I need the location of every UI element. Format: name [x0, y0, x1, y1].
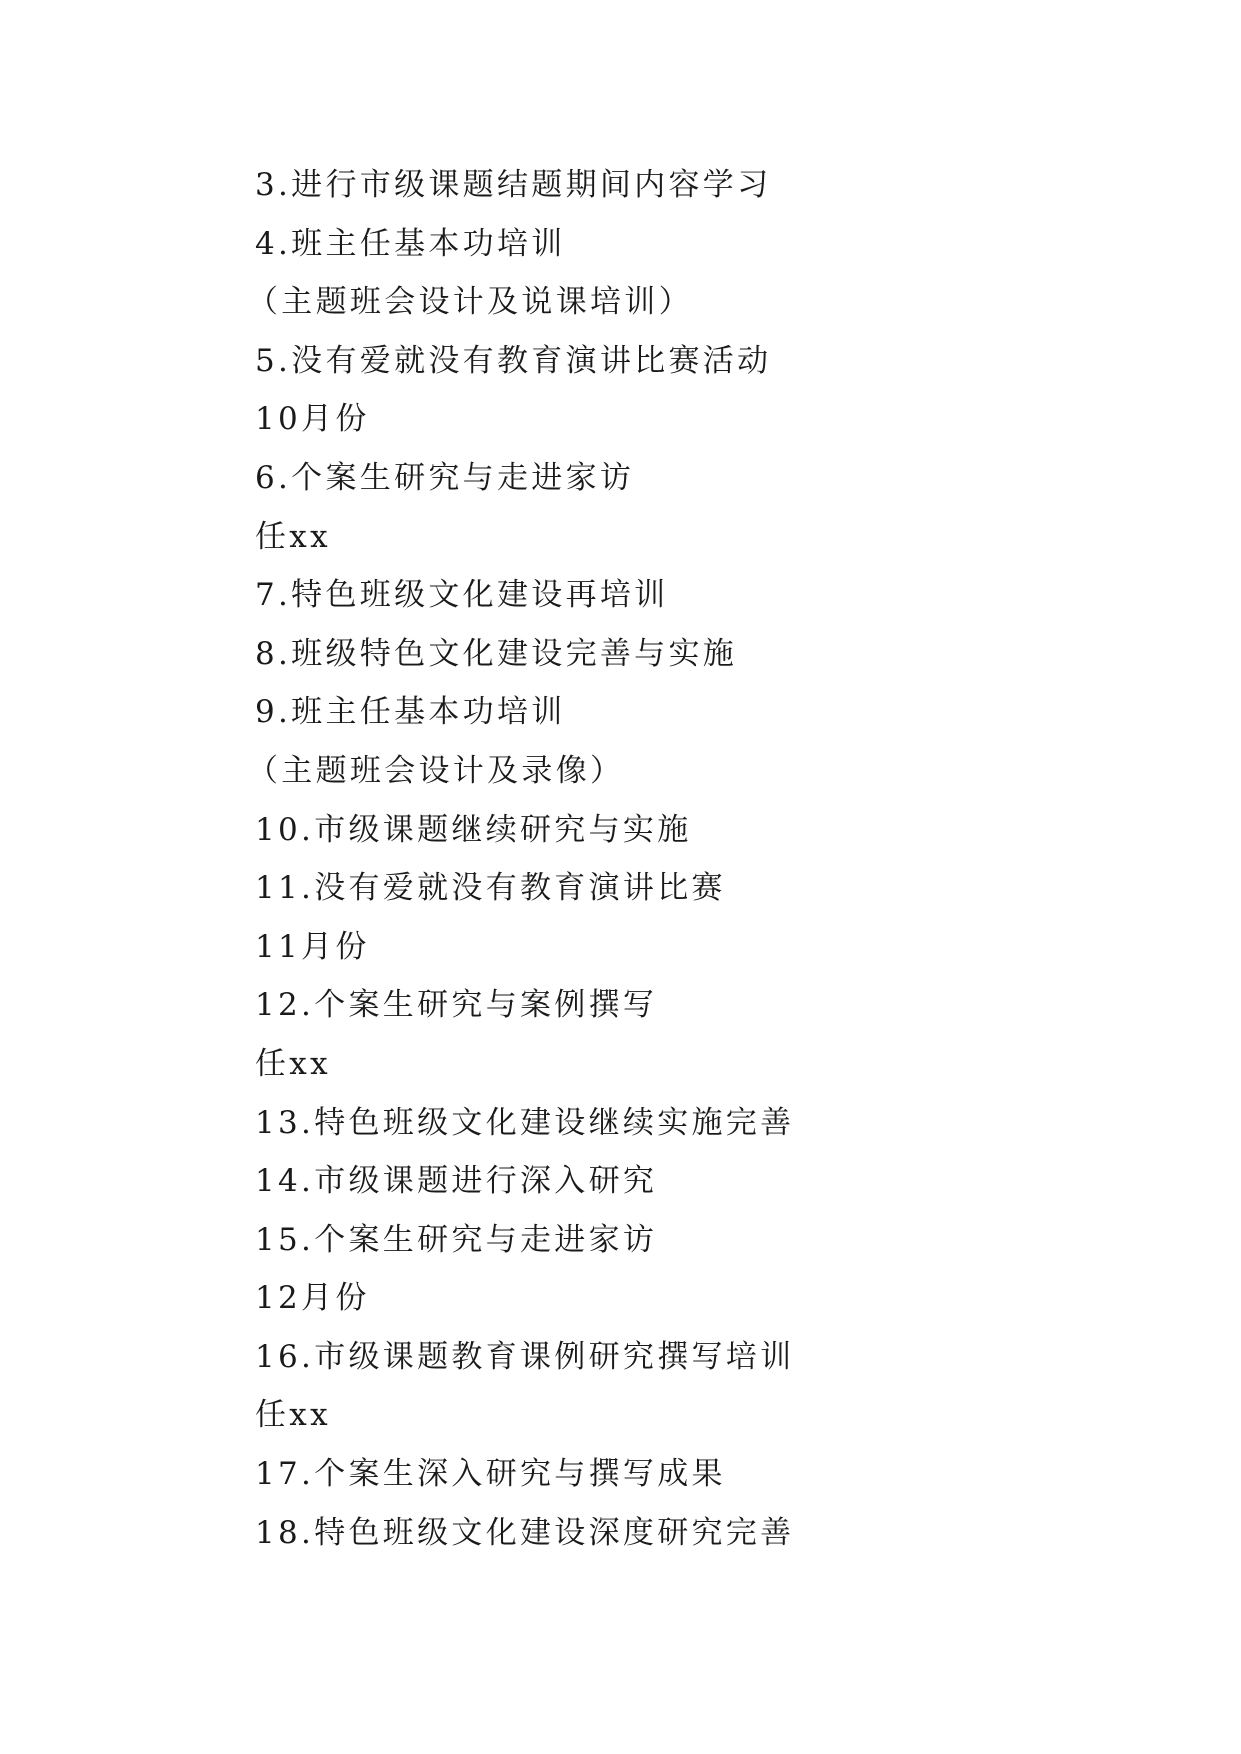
text-line: 4.班主任基本功培训: [255, 225, 566, 262]
text-line: 7.特色班级文化建设再培训: [255, 577, 669, 614]
month-heading: 12月份: [255, 1280, 370, 1317]
text-line: 18.特色班级文化建设深度研究完善: [255, 1514, 795, 1551]
text-line: 15.个案生研究与走进家访: [255, 1221, 658, 1258]
text-line: 8.班级特色文化建设完善与实施: [255, 635, 738, 672]
text-line: 10.市级课题继续研究与实施: [255, 811, 692, 848]
month-heading: 11月份: [255, 928, 370, 965]
text-line: 任xx: [255, 518, 331, 555]
text-line: （主题班会设计及说课培训）: [247, 284, 693, 321]
text-line: （主题班会设计及录像）: [247, 752, 625, 789]
text-line: 14.市级课题进行深入研究: [255, 1163, 658, 1200]
month-heading: 10月份: [255, 401, 370, 438]
document-body: [247, 156, 1155, 1562]
text-line: 9.班主任基本功培训: [255, 694, 566, 731]
text-line: 11.没有爱就没有教育演讲比赛: [255, 870, 726, 907]
text-line: 3.进行市级课题结题期间内容学习: [255, 167, 772, 203]
text-line: 12.个案生研究与案例撰写: [255, 987, 658, 1024]
text-line: 任xx: [255, 1397, 331, 1434]
text-line: 13.特色班级文化建设继续实施完善: [255, 1104, 795, 1141]
text-line: 16.市级课题教育课例研究撰写培训: [255, 1338, 795, 1375]
text-line: 6.个案生研究与走进家访: [255, 459, 635, 496]
text-line: 17.个案生深入研究与撰写成果: [255, 1456, 726, 1493]
text-line: 5.没有爱就没有教育演讲比赛活动: [255, 342, 772, 379]
text-line: 任xx: [255, 1045, 331, 1082]
